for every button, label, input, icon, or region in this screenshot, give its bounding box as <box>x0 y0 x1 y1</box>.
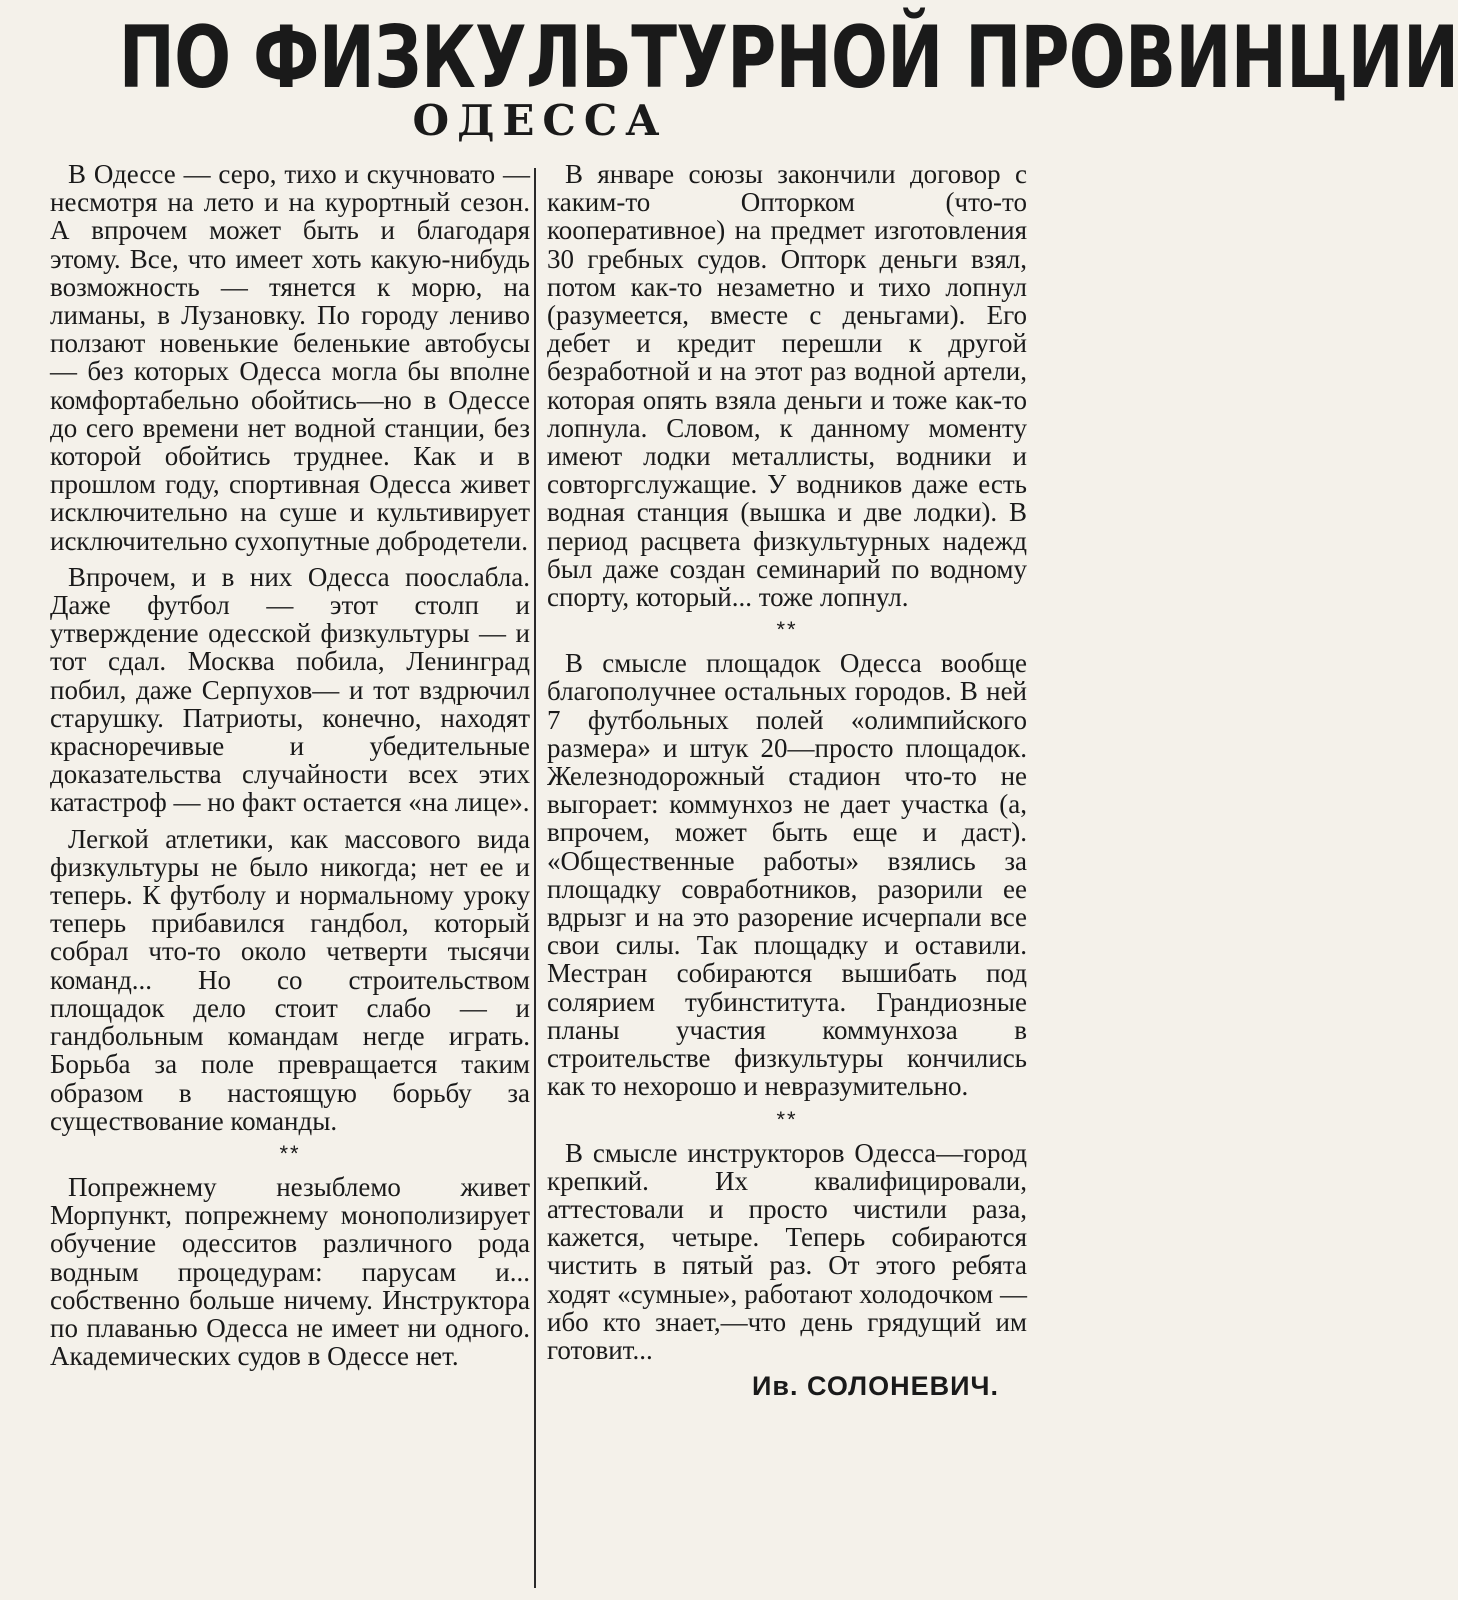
author-signature: Ив. СОЛОНЕВИЧ. <box>752 1371 999 1402</box>
right-column <box>547 160 1027 1408</box>
paragraph: Легкой атлетики, как массового вида физкультуры не было никогда; нет ее и теперь. К футболу и нормальному уроку теперь прибавился гандбол, который собрал что-то около четверти тысячи команд... Но со строительством площадок дело стоит слабо — и гандбольным командам негде играть. Борьба за поле превращается таким образом в настоящую борьбу за существование команды. <box>50 823 530 1136</box>
paragraph: В январе союзы закончили договор с каким-то Опторком (что-то кооперативное) на предмет изготовления 30 гребных судов. Опторк деньги взял, потом как-то незаметно и тихо лопнул (разумеется, вместе с деньгами). Его дебет и кредит перешли к другой безработной и на этот раз водной артели, которая опять взяла деньги и тоже как-то лопнула. Словом, к данному моменту имеют лодки металлисты, водники и совторгслужащие. У водников даже есть водная станция (вышка и две лодки). В период расцвета физкультурных надежд был даже создан семинарий по водному спорту, который... тоже лопнул. <box>547 159 1027 613</box>
left-column <box>50 160 530 1378</box>
column-rule <box>534 168 536 1588</box>
section-divider: ** <box>279 1140 301 1166</box>
paragraph: В смысле инструкторов Одесса—город крепкий. Их квалифицировали, аттестовали и просто чистили раза, кажется, четыре. Теперь собираются чистить в пятый раз. От этого ребята ходят «сумные», работают холодочком — ибо кто знает,—что день грядущий им готовит... <box>547 1137 1027 1365</box>
paragraph: В Одессе — серо, тихо и скучновато — несмотря на лето и на курортный сезон. А впрочем может быть и благодаря этому. Все, что имеет хоть какую-нибудь возможность — тянется к морю, на лиманы, в Лузановку. По городу лениво ползают новенькие беленькие автобусы — без которых Одесса могла бы вполне комфортабельно обойтись—но в Одессе до сего времени нет водной станции, без которой обойтись труднее. Как и в прошлом году, спортивная Одесса живет исключительно на суше и культивирует исключительно сухопутные добродетели. <box>50 159 530 556</box>
paragraph: Попрежнему незыблемо живет Морпункт, попрежнему монополизирует обучение одесситов различного рода водным процедурам: парусам и... собственно больше ничему. Инструктора по плаванью Одесса не имеет ни одного. Академических судов в Одессе нет. <box>50 1171 530 1372</box>
article-headline: ПО ФИЗКУЛЬТУРНОЙ ПРОВИНЦИИ <box>118 8 1458 108</box>
paragraph: Впрочем, и в них Одесса поослабла. Даже футбол — этот столп и утверждение одесской физкультуры — и тот сдал. Москва побила, Ленинград побил, даже Серпухов— и тот вздрючил старушку. Патриоты, конечно, находят красноречивые и убедительные доказательства случайности всех этих катастроф — но факт остается «на лице». <box>50 561 530 818</box>
article-subheadline: ОДЕССА <box>412 96 668 145</box>
paragraph: В смысле площадок Одесса вообще благополучнее остальных городов. В ней 7 футбольных полей «олимпийского размера» и штук 20—просто площадок. Железнодорожный стадион что-то не выгорает: коммунхоз не дает участка (а, впрочем, может быть еще и даст). «Общественные работы» взялись за площадку совработников, разорили ее вдрызг и на это разорение исчерпали все свои силы. Так площадку и оставили. Местран собираются вышибать под солярием тубинститута. Грандиозные планы участия коммунхоза в строительстве физкультуры кончились как то нехорошо и невразумительно. <box>547 648 1027 1102</box>
section-divider: ** <box>776 617 798 643</box>
section-divider: ** <box>776 1106 798 1132</box>
